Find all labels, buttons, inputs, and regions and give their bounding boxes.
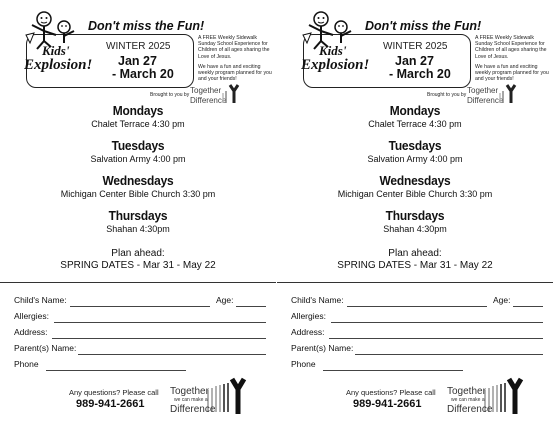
schedule-location: Salvation Army 4:00 pm <box>367 154 463 164</box>
svg-text:Explosion!: Explosion! <box>24 57 93 73</box>
svg-text:Together: Together <box>170 386 209 397</box>
schedule-location: Chalet Terrace 4:30 pm <box>368 119 462 129</box>
contact-phone: 989-941-2661 <box>76 398 145 410</box>
address-label: Address: <box>291 327 325 337</box>
schedule-item-monday <box>277 103 553 129</box>
child-name-field[interactable] <box>347 306 487 307</box>
age-field[interactable] <box>236 306 266 307</box>
date-range <box>389 54 451 81</box>
form-row-allergies <box>291 311 543 327</box>
plan-title: Plan ahead: <box>111 248 165 259</box>
age-field[interactable] <box>513 306 543 307</box>
schedule-day: Thursdays <box>108 208 168 223</box>
program-description <box>475 35 551 86</box>
weekly-schedule <box>0 103 276 243</box>
child-name-label: Child's Name: <box>14 295 67 305</box>
divider <box>277 282 553 283</box>
schedule-item-thursday <box>277 208 553 234</box>
form-row-parents <box>14 343 266 359</box>
allergies-field[interactable] <box>54 322 266 323</box>
questions-text: Any questions? Please call <box>69 388 159 397</box>
flyer-left <box>0 0 276 427</box>
schedule-day: Tuesdays <box>388 138 442 153</box>
schedule-location: Shahan 4:30pm <box>383 224 447 234</box>
svg-text:Together: Together <box>467 86 499 95</box>
form-row-parents <box>291 343 543 359</box>
contact-phone: 989-941-2661 <box>353 398 422 410</box>
parents-field[interactable] <box>355 354 543 355</box>
divider <box>0 282 276 283</box>
svg-text:we can make a: we can make a <box>451 397 485 403</box>
phone-field[interactable] <box>323 370 463 371</box>
age-label: Age: <box>216 295 234 305</box>
schedule-day: Mondays <box>112 103 164 118</box>
parents-label: Parent(s) Name: <box>291 343 354 353</box>
form-row-child <box>14 295 266 311</box>
form-row-allergies <box>14 311 266 327</box>
kids-explosion-logo <box>24 9 94 89</box>
together-logo-large <box>447 376 547 416</box>
svg-text:Together: Together <box>447 386 486 397</box>
program-description <box>198 35 274 86</box>
plan-ahead <box>0 248 276 272</box>
weekly-schedule <box>277 103 553 243</box>
description-paragraph-2: We have a fun and exciting weekly program planned for you and your friends! <box>198 63 272 83</box>
registration-form <box>291 295 543 375</box>
plan-title: Plan ahead: <box>388 248 442 259</box>
child-name-field[interactable] <box>70 306 210 307</box>
svg-text:Difference: Difference <box>190 96 227 105</box>
age-label: Age: <box>493 295 511 305</box>
child-name-label: Child's Name: <box>291 295 344 305</box>
address-field[interactable] <box>329 338 543 339</box>
schedule-day: Thursdays <box>385 208 445 223</box>
schedule-item-tuesday <box>0 138 276 164</box>
schedule-location: Michigan Center Bible Church 3:30 pm <box>337 189 493 199</box>
svg-text:Kids': Kids' <box>42 43 70 58</box>
address-label: Address: <box>14 327 48 337</box>
brought-by-label: Brought to you by <box>150 92 190 98</box>
phone-field[interactable] <box>46 370 186 371</box>
flyer-right <box>277 0 553 427</box>
schedule-item-wednesday <box>277 173 553 199</box>
schedule-item-monday <box>0 103 276 129</box>
season-label: WINTER 2025 <box>383 41 448 52</box>
questions-text: Any questions? Please call <box>346 388 436 397</box>
schedule-location: Salvation Army 4:00 pm <box>90 154 186 164</box>
allergies-label: Allergies: <box>291 311 326 321</box>
schedule-item-thursday <box>0 208 276 234</box>
parents-field[interactable] <box>78 354 266 355</box>
registration-form <box>14 295 266 375</box>
description-paragraph-2: We have a fun and exciting weekly program planned for you and your friends! <box>475 63 549 83</box>
schedule-day: Wednesdays <box>379 173 451 188</box>
phone-label: Phone <box>14 359 39 369</box>
schedule-item-tuesday <box>277 138 553 164</box>
svg-text:Together: Together <box>190 86 222 95</box>
date-range <box>112 54 174 81</box>
phone-label: Phone <box>291 359 316 369</box>
svg-text:Difference: Difference <box>170 404 216 415</box>
together-logo-small <box>190 83 244 105</box>
kids-explosion-logo <box>301 9 371 89</box>
schedule-location: Shahan 4:30pm <box>106 224 170 234</box>
season-label: WINTER 2025 <box>106 41 171 52</box>
schedule-location: Michigan Center Bible Church 3:30 pm <box>60 189 216 199</box>
allergies-label: Allergies: <box>14 311 49 321</box>
brought-by-label: Brought to you by <box>427 92 467 98</box>
date-end: - March 20 <box>389 67 451 81</box>
spring-dates: SPRING DATES - Mar 31 - May 22 <box>60 260 216 271</box>
svg-text:Difference: Difference <box>467 96 504 105</box>
allergies-field[interactable] <box>331 322 543 323</box>
together-logo-small <box>467 83 521 105</box>
svg-text:Difference: Difference <box>447 404 493 415</box>
schedule-day: Tuesdays <box>111 138 165 153</box>
svg-text:Kids': Kids' <box>319 43 347 58</box>
tagline: Don't miss the Fun! <box>88 19 205 33</box>
form-row-child <box>291 295 543 311</box>
together-logo-large <box>170 376 270 416</box>
plan-ahead <box>277 248 553 272</box>
description-paragraph-1: A FREE Weekly Sidewalk Sunday School Experience for Children of all ages sharing the Love of Jesus. <box>475 35 547 60</box>
form-row-phone <box>14 359 266 375</box>
address-field[interactable] <box>52 338 266 339</box>
schedule-day: Wednesdays <box>102 173 174 188</box>
form-row-phone <box>291 359 543 375</box>
date-start: Jan 27 <box>118 54 157 68</box>
form-row-address <box>291 327 543 343</box>
description-paragraph-1: A FREE Weekly Sidewalk Sunday School Experience for Children of all ages sharing the Love of Jesus. <box>198 35 270 60</box>
parents-label: Parent(s) Name: <box>14 343 77 353</box>
schedule-location: Chalet Terrace 4:30 pm <box>91 119 185 129</box>
spring-dates: SPRING DATES - Mar 31 - May 22 <box>337 260 493 271</box>
date-start: Jan 27 <box>395 54 434 68</box>
schedule-item-wednesday <box>0 173 276 199</box>
svg-text:we can make a: we can make a <box>174 397 208 403</box>
date-end: - March 20 <box>112 67 174 81</box>
tagline: Don't miss the Fun! <box>365 19 482 33</box>
schedule-day: Mondays <box>389 103 441 118</box>
svg-text:Explosion!: Explosion! <box>301 57 370 73</box>
form-row-address <box>14 327 266 343</box>
